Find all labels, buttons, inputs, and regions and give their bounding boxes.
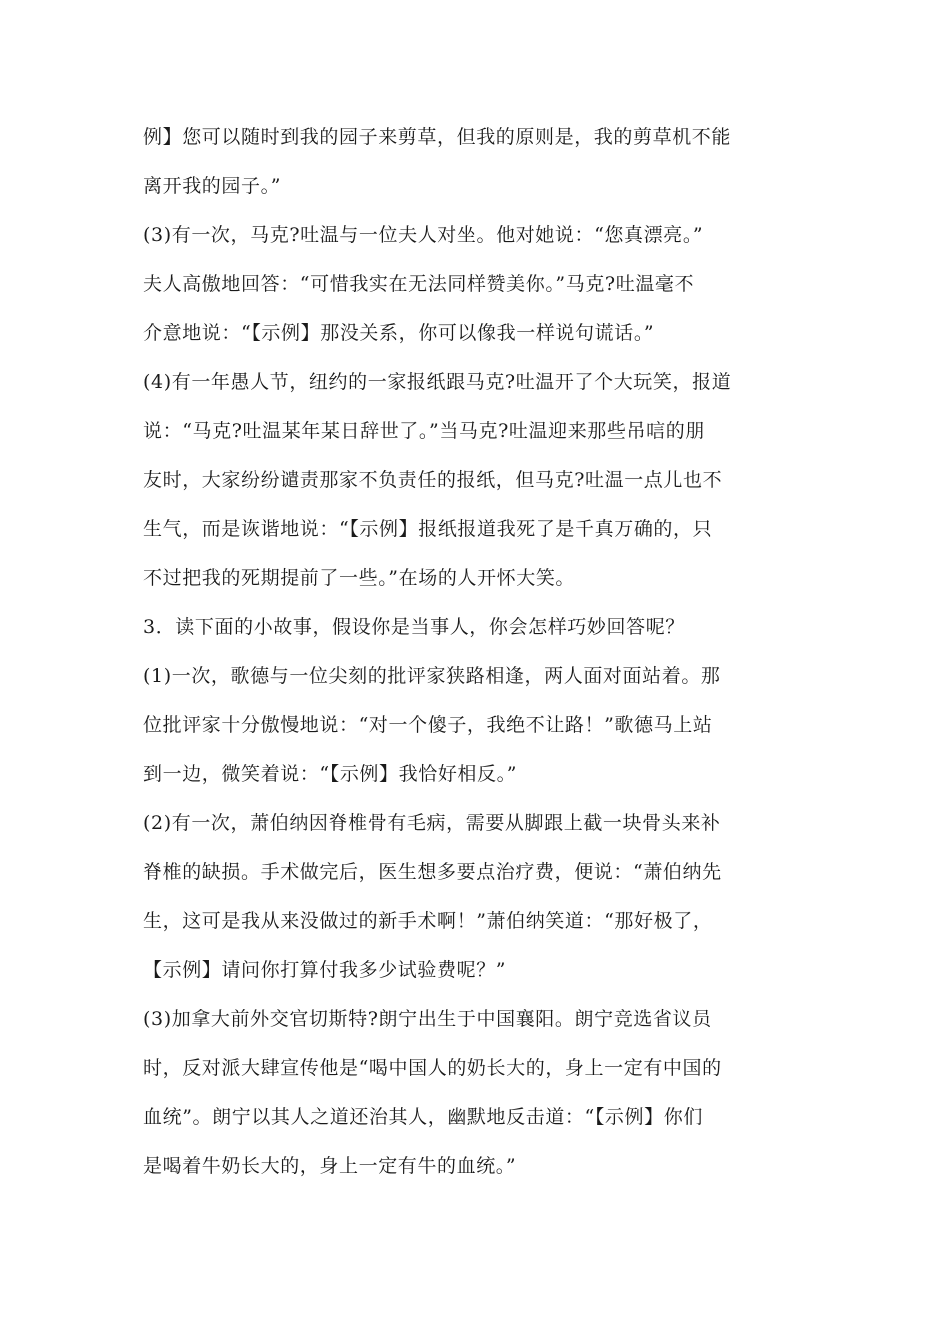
text-line: 介意地说：“【示例】那没关系，你可以像我一样说句谎话。” — [143, 322, 655, 344]
text-line: (2)有一次，萧伯纳因脊椎骨有毛病，需要从脚跟上截一块骨头来补 — [143, 812, 721, 834]
text-line: 夫人高傲地回答：“可惜我实在无法同样赞美你。”马克?吐温毫不 — [143, 273, 695, 295]
text-line: (3)有一次，马克?吐温与一位夫人对坐。他对她说：“您真漂亮。” — [143, 224, 704, 246]
question-heading: 3．读下面的小故事，假设你是当事人，你会怎样巧妙回答呢？ — [143, 616, 685, 638]
text-line: (4)有一年愚人节，纽约的一家报纸跟马克?吐温开了个大玩笑，报道 — [143, 371, 732, 393]
text-line: (1)一次，歌德与一位尖刻的批评家狭路相逢，两人面对面站着。那 — [143, 665, 721, 687]
text-line: 血统”。朗宁以其人之道还治其人，幽默地反击道：“【示例】你们 — [143, 1106, 703, 1128]
text-line: 【示例】请问你打算付我多少试验费呢？” — [143, 959, 507, 981]
text-line: 友时，大家纷纷谴责那家不负责任的报纸，但马克?吐温一点儿也不 — [143, 469, 723, 491]
text-line: 位批评家十分傲慢地说：“对一个傻子，我绝不让路！”歌德马上站 — [143, 714, 713, 736]
text-line: 例】您可以随时到我的园子来剪草，但我的原则是，我的剪草机不能 — [143, 126, 732, 148]
text-line: 是喝着牛奶长大的，身上一定有牛的血统。” — [143, 1155, 517, 1177]
text-line: 脊椎的缺损。手术做完后，医生想多要点治疗费，便说：“萧伯纳先 — [143, 861, 722, 883]
text-line: 生气，而是诙谐地说：“【示例】报纸报道我死了是千真万确的，只 — [143, 518, 713, 540]
text-line: 说：“马克?吐温某年某日辞世了。”当马克?吐温迎来那些吊唁的朋 — [143, 420, 705, 442]
document-page — [143, 113, 813, 1191]
text-line: 生，这可是我从来没做过的新手术啊！”萧伯纳笑道：“那好极了， — [143, 910, 713, 932]
text-line: (3)加拿大前外交官切斯特?朗宁出生于中国襄阳。朗宁竞选省议员 — [143, 1008, 712, 1030]
text-line: 离开我的园子。” — [143, 175, 282, 197]
text-line: 到一边，微笑着说：“【示例】我恰好相反。” — [143, 763, 518, 785]
text-line: 时，反对派大肆宣传他是“喝中国人的奶长大的，身上一定有中国的 — [143, 1057, 722, 1079]
text-line: 不过把我的死期提前了一些。”在场的人开怀大笑。 — [143, 567, 576, 589]
